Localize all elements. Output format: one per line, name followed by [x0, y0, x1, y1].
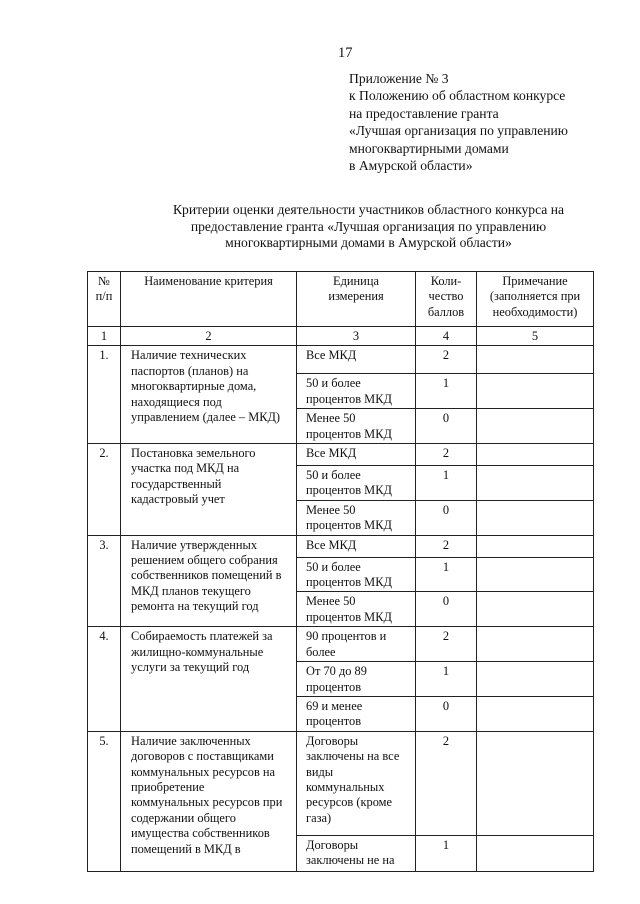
note-cell [477, 409, 594, 444]
criterion-name-line: Наличие заключенных [131, 733, 251, 748]
note-cell [477, 557, 594, 592]
criterion-row [88, 731, 594, 835]
unit-of-measure [297, 466, 416, 501]
header-name [121, 272, 297, 327]
column-number: 5 [477, 327, 594, 346]
note-cell [477, 346, 594, 374]
criterion-number: 3. [88, 535, 121, 627]
unit-line: 50 и более [306, 559, 361, 574]
header-line: необходимости) [492, 304, 578, 319]
unit-line: От 70 до 89 [306, 664, 367, 679]
criterion-number: 2. [88, 444, 121, 536]
column-number: 4 [416, 327, 477, 346]
header-line: (заполняется при [489, 289, 581, 304]
criterion-name-line: жилищно-коммунальные [131, 644, 264, 659]
unit-of-measure [297, 535, 416, 557]
page-number: 17 [338, 45, 353, 61]
note-cell [477, 696, 594, 731]
score: 2 [416, 444, 477, 466]
unit-line: процентов МКД [306, 518, 392, 533]
unit-line: Менее 50 [306, 502, 356, 517]
unit-of-measure [297, 346, 416, 374]
unit-line: процентов [306, 679, 362, 694]
criterion-row [88, 535, 594, 557]
criterion-name-line: содержании общего [131, 810, 236, 825]
criterion-name [121, 535, 297, 627]
criterion-name-line: собственников помещений в [131, 568, 282, 583]
unit-of-measure [297, 835, 416, 871]
unit-line: процентов [306, 714, 362, 729]
appendix-line: Приложение № 3 [349, 71, 449, 86]
criterion-row [88, 444, 594, 466]
score: 0 [416, 409, 477, 444]
appendix-line: к Положению об областном конкурсе [349, 88, 566, 104]
criterion-name-line: находящиеся под [131, 394, 222, 409]
criterion-name-line: управлением (далее – МКД) [131, 410, 281, 425]
title-line: многоквартирными домами в Амурской области» [225, 235, 512, 250]
unit-of-measure [297, 627, 416, 662]
unit-line: газа) [306, 810, 332, 825]
column-number: 1 [88, 327, 121, 346]
criterion-name-line: ремонта на текущий год [131, 599, 259, 614]
unit-line: 50 и более [306, 468, 361, 483]
header-line: чество [428, 289, 464, 304]
unit-of-measure [297, 592, 416, 627]
unit-line: процентов МКД [306, 483, 392, 498]
note-cell [477, 731, 594, 835]
note-cell [477, 535, 594, 557]
appendix-line: многоквартирными домами [349, 140, 509, 156]
title-line: предоставление гранта «Лучшая организация по управлению [190, 218, 547, 234]
unit-of-measure [297, 374, 416, 409]
unit-line: процентов МКД [306, 575, 392, 590]
note-cell [477, 835, 594, 871]
criterion-name-line: Постановка земельного [131, 446, 256, 461]
score: 1 [416, 374, 477, 409]
unit-line: Менее 50 [306, 411, 356, 426]
criterion-row [88, 627, 594, 662]
criterion-name-line: участка под МКД на [131, 461, 240, 476]
criterion-name-line: имущества собственников [131, 826, 270, 841]
note-cell [477, 444, 594, 466]
unit-line: заключены на все [306, 749, 400, 764]
appendix-line: в Амурской области» [349, 158, 473, 174]
criterion-name-line: кадастровый учет [131, 492, 225, 507]
criteria-table [87, 271, 594, 872]
criterion-name-line: коммунальных ресурсов на [131, 764, 276, 779]
unit-of-measure [297, 662, 416, 697]
unit-line: Все МКД [306, 348, 357, 363]
note-cell [477, 592, 594, 627]
criterion-number: 4. [88, 627, 121, 731]
note-cell [477, 466, 594, 501]
note-cell [477, 627, 594, 662]
unit-of-measure [297, 444, 416, 466]
column-number-row [88, 327, 594, 346]
unit-line: Все МКД [306, 537, 357, 552]
criterion-name-line: государственный [131, 476, 222, 491]
header-note [477, 272, 594, 327]
score: 2 [416, 346, 477, 374]
appendix-line: «Лучшая организация по управлению [349, 123, 568, 139]
unit-line: заключены не на [306, 853, 395, 868]
criterion-name-line: коммунальных ресурсов при [131, 795, 283, 810]
note-cell [477, 662, 594, 697]
score: 0 [416, 592, 477, 627]
unit-line: процентов МКД [306, 391, 392, 406]
criterion-name-line: услуги за текущий год [131, 660, 250, 675]
unit-line: 50 и более [306, 376, 361, 391]
score: 1 [416, 466, 477, 501]
header-line: Единица [333, 274, 379, 288]
unit-line: процентов МКД [306, 426, 392, 441]
note-cell [477, 500, 594, 535]
unit-of-measure [297, 409, 416, 444]
criterion-row [88, 346, 594, 374]
unit-line: 90 процентов и [306, 629, 387, 644]
unit-line: процентов МКД [306, 609, 392, 624]
unit-of-measure [297, 696, 416, 731]
criterion-name-line: Наличие технических [131, 348, 247, 363]
criterion-name [121, 346, 297, 444]
criterion-name-line: помещений в МКД в [131, 841, 241, 856]
unit-line: ресурсов (кроме [306, 795, 393, 810]
header-num [88, 272, 121, 327]
unit-line: более [306, 644, 336, 659]
criterion-name [121, 444, 297, 536]
table-header-row [88, 272, 594, 327]
criteria-table-body [88, 272, 594, 872]
criterion-name-line: паспортов (планов) на [131, 363, 249, 378]
header-line: Коли- [430, 274, 462, 288]
unit-of-measure [297, 731, 416, 835]
unit-line: Договоры [306, 837, 359, 852]
criterion-name-line: многоквартирные дома, [131, 379, 257, 394]
unit-line: Менее 50 [306, 594, 356, 609]
score: 1 [416, 835, 477, 871]
criterion-name-line: Собираемость платежей за [131, 629, 273, 644]
header-line: баллов [427, 304, 465, 319]
unit-line: 69 и менее [306, 698, 363, 713]
unit-of-measure [297, 557, 416, 592]
criterion-name-line: МКД планов текущего [131, 583, 251, 598]
criterion-name-line: приобретение [131, 779, 205, 794]
score: 0 [416, 696, 477, 731]
unit-line: коммунальных [306, 779, 385, 794]
unit-line: Все МКД [306, 446, 357, 461]
criterion-number: 5. [88, 731, 121, 871]
criterion-name-line: решением общего собрания [131, 553, 278, 568]
score: 1 [416, 662, 477, 697]
header-line: измерения [328, 289, 384, 304]
header-line: п/п [95, 289, 113, 304]
appendix-line: на предоставление гранта [349, 105, 499, 121]
criterion-number: 1. [88, 346, 121, 444]
header-score [416, 272, 477, 327]
criterion-name [121, 731, 297, 871]
score: 0 [416, 500, 477, 535]
header-line: № [98, 274, 110, 288]
unit-line: Договоры [306, 733, 359, 748]
header-line: Примечание [502, 274, 568, 288]
unit-line: виды [306, 764, 334, 779]
title-line: Критерии оценки деятельности участников областного конкурса на [172, 202, 565, 217]
score: 1 [416, 557, 477, 592]
criterion-name [121, 627, 297, 731]
header-line: Наименование критерия [144, 274, 273, 288]
note-cell [477, 374, 594, 409]
score: 2 [416, 535, 477, 557]
document-title [120, 202, 617, 252]
column-number: 2 [121, 327, 297, 346]
criterion-name-line: договоров с поставщиками [131, 749, 274, 764]
unit-of-measure [297, 500, 416, 535]
score: 2 [416, 627, 477, 662]
criterion-name-line: Наличие утвержденных [131, 537, 258, 552]
header-unit [297, 272, 416, 327]
score: 2 [416, 731, 477, 835]
appendix-heading [349, 70, 568, 174]
column-number: 3 [297, 327, 416, 346]
